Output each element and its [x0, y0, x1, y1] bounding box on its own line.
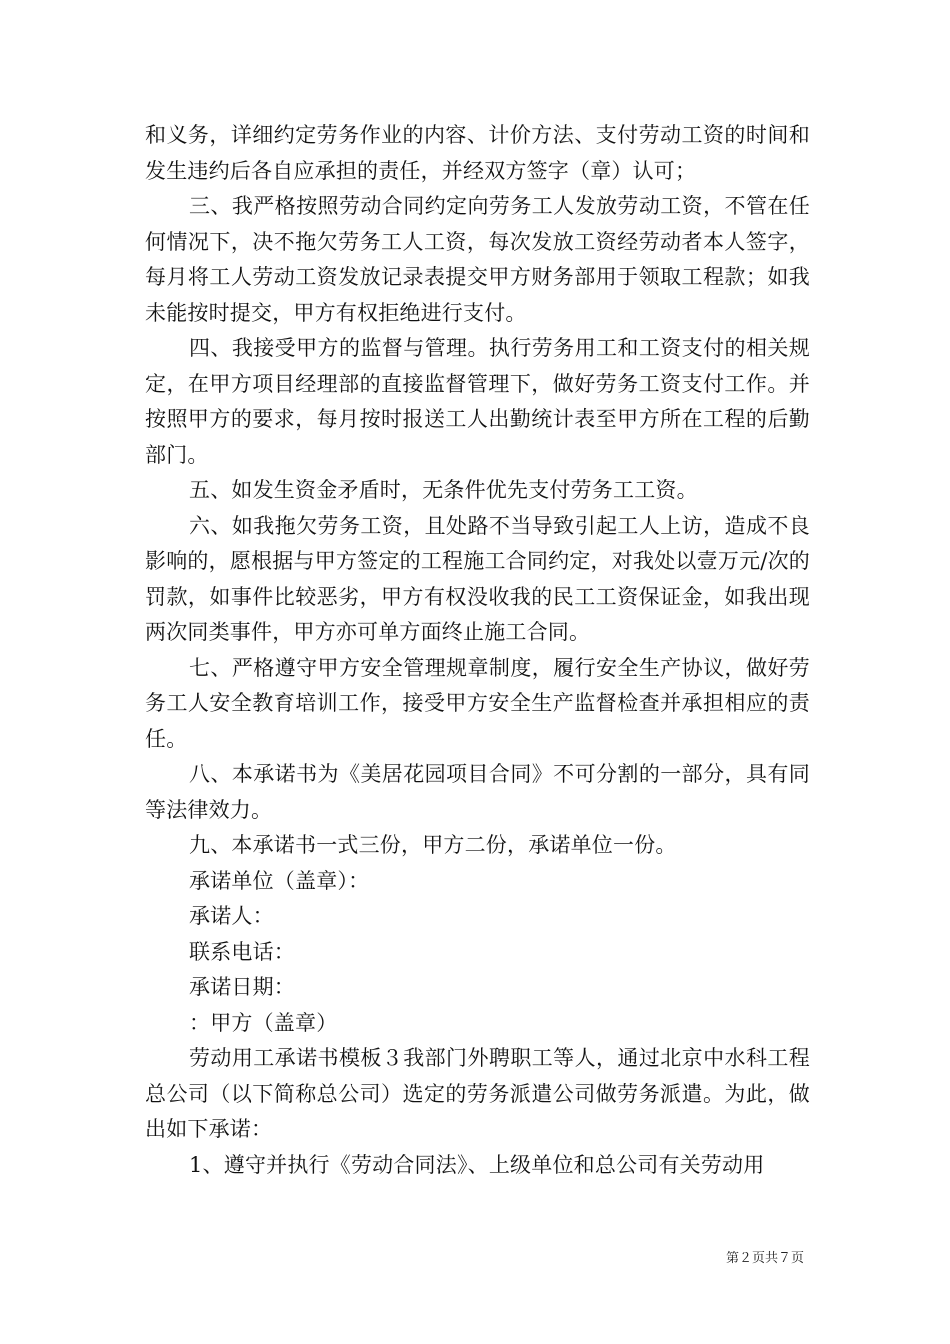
signature-unit-line: 承诺单位（盖章）： — [189, 868, 370, 893]
signature-phone-line: 联系电话： — [189, 939, 295, 964]
signature-date-line: 承诺日期： — [189, 975, 295, 999]
paragraph-clause-8: 八、本承诺书为《美居花园项目合同》不可分割的一部分，具有同等法律效力。 — [145, 762, 810, 822]
paragraph-template-3-intro: 劳动用工承诺书模板３我部门外聘职工等人，通过北京中水科工程总公司（以下简称总公司）选定的劳务派遣公司做劳务派遣。为此，做出如下承诺： — [145, 1046, 810, 1141]
signature-party-a-line: ：甲方（盖章） — [189, 1010, 338, 1035]
paragraph-clause-9: 九、本承诺书一式三份，甲方二份，承诺单位一份。 — [189, 833, 677, 857]
paragraph-template-3-item-1: 1、遵守并执行《劳动合同法》、上级单位和总公司有关劳动用 — [189, 1152, 765, 1177]
page-number: 第２页共７页 — [725, 1251, 804, 1266]
paragraph-clause-6: 六、如我拖欠劳务工资，且处路不当导致引起工人上访，造成不良影响的，愿根据与甲方签定的工程施工合同约定，对我处以壹万元/次的罚款，如事件比较恶劣，甲方有权没收我的民工工资保证金，如我出现两次同类事件，甲方亦可单方面终止施工合同。 — [145, 513, 810, 644]
signature-person-line: 承诺人： — [189, 904, 274, 928]
document-body — [145, 118, 810, 1183]
paragraph-clause-7: 七、严格遵守甲方安全管理规章制度，履行安全生产协议，做好劳务工人安全教育培训工作，接受甲方安全生产监督检查并承担相应的责任。 — [145, 655, 810, 751]
paragraph-clause-5: 五、如发生资金矛盾时，无条件优先支付劳务工工资。 — [189, 478, 698, 502]
paragraph-clause-3: 三、我严格按照劳动合同约定向劳务工人发放劳动工资，不管在任何情况下，决不拖欠劳务工人工资，每次发放工资经劳动者本人签字，每月将工人劳动工资发放记录表提交甲方财务部用于领取工程款；如我未能按时提交，甲方有权拒绝进行支付。 — [145, 194, 810, 325]
paragraph-obligations: 和义务，详细约定劳务作业的内容、计价方法、支付劳动工资的时间和发生违约后各自应承担的责任，并经双方签字（章）认可； — [145, 123, 810, 183]
paragraph-clause-4: 四、我接受甲方的监督与管理。执行劳务用工和工资支付的相关规定，在甲方项目经理部的直接监督管理下，做好劳务工资支付工作。并按照甲方的要求，每月按时报送工人出勤统计表至甲方所在工程的后勤部门。 — [145, 336, 810, 467]
